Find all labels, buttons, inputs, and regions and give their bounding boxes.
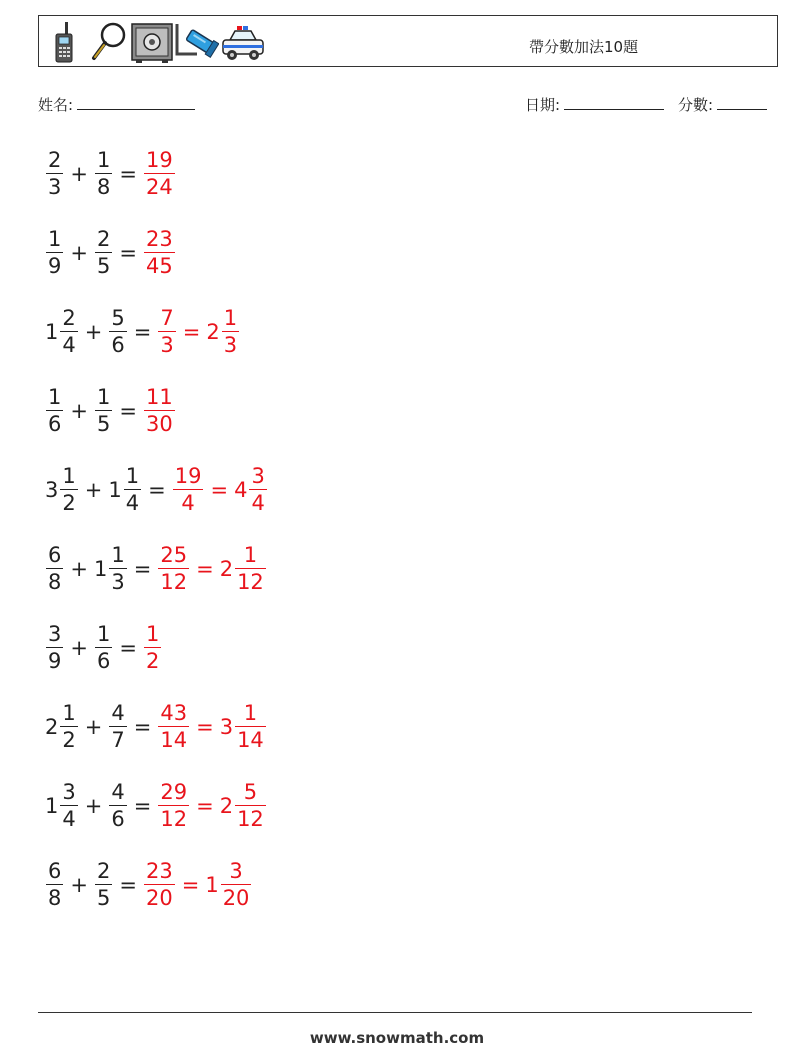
addend-b-fraction (124, 466, 141, 514)
equals-sign: = (119, 399, 137, 423)
answer-improper-numerator: 1 (145, 622, 160, 646)
addend-a-whole: 3 (45, 478, 59, 502)
plus-sign: + (70, 399, 88, 423)
equals-sign: = (196, 557, 214, 581)
addend-b-fraction (95, 624, 112, 672)
addend-b-denominator: 5 (96, 886, 111, 910)
addend-b-numerator: 1 (125, 464, 140, 488)
plus-sign: + (70, 557, 88, 581)
answer-improper-fraction (158, 782, 189, 830)
equals-sign: = (196, 715, 214, 739)
answer-mixed-whole: 4 (234, 478, 248, 502)
addend-a-numerator: 6 (48, 543, 62, 567)
answer-improper-numerator: 19 (145, 148, 173, 172)
addend-a-whole: 2 (45, 715, 59, 739)
answer-improper-fraction (158, 703, 189, 751)
answer-mixed-whole: 2 (219, 557, 234, 581)
answer-improper-numerator: 23 (145, 227, 173, 251)
addend-b-fraction (109, 782, 126, 830)
answer-mixed-fraction (235, 703, 266, 751)
answer (143, 387, 176, 435)
answer (143, 624, 162, 672)
answer (143, 150, 176, 198)
score-blank[interactable] (717, 95, 767, 110)
addend-b-fraction (95, 229, 112, 277)
answer-mixed-numerator: 1 (243, 701, 258, 725)
answer-improper-fraction (144, 387, 175, 435)
addend-a-fraction (46, 229, 63, 277)
addend-a-fraction (46, 545, 63, 593)
answer (143, 229, 176, 277)
problem-row (45, 854, 252, 916)
answer-improper-denominator: 20 (145, 886, 173, 910)
addend-b-fraction (109, 308, 126, 356)
score-label: 分數: (678, 96, 714, 114)
answer-mixed-denominator: 12 (237, 570, 264, 594)
addend-b-numerator: 2 (96, 227, 111, 251)
addend-b-denominator: 8 (96, 175, 111, 199)
answer-improper-numerator: 29 (160, 780, 188, 804)
answer-improper-denominator: 3 (160, 333, 174, 357)
answer-improper-denominator: 2 (145, 649, 160, 673)
problem-row (45, 617, 162, 679)
addend-a-numerator: 3 (48, 622, 62, 646)
addend-a-numerator: 1 (48, 385, 62, 409)
answer-mixed-denominator: 3 (223, 333, 238, 357)
addend-b-denominator: 7 (111, 728, 125, 752)
answer-mixed-fraction (235, 782, 266, 830)
addend-b-numerator: 4 (111, 780, 125, 804)
addend-a-denominator: 9 (48, 649, 62, 673)
equals-sign: = (133, 557, 152, 581)
answer-improper-denominator: 4 (181, 491, 195, 515)
answer-mixed-denominator: 12 (237, 807, 264, 831)
addend-a-denominator: 8 (48, 886, 62, 910)
footer-website: www.snowmath.com (309, 1029, 485, 1047)
answer-improper-numerator: 25 (160, 543, 188, 567)
addend-a-numerator: 1 (62, 464, 76, 488)
answer-mixed-whole: 1 (205, 873, 219, 897)
plus-sign: + (70, 162, 88, 186)
answer-improper-numerator: 7 (160, 306, 174, 330)
problem-row (45, 775, 267, 837)
answer-improper-numerator: 11 (145, 385, 173, 409)
addend-a-whole: 1 (45, 320, 59, 344)
answer-improper-fraction (144, 150, 175, 198)
answer (157, 308, 240, 356)
problem-row (45, 301, 240, 363)
addend-b-denominator: 5 (96, 254, 111, 278)
addend-b-fraction (109, 545, 126, 593)
answer-mixed-numerator: 3 (229, 859, 243, 883)
addend-a-fraction (60, 782, 77, 830)
addend-b-fraction (95, 150, 112, 198)
addend-b-denominator: 4 (125, 491, 140, 515)
answer-mixed-numerator: 5 (243, 780, 258, 804)
addend-b-whole: 1 (108, 478, 122, 502)
answer-mixed-numerator: 1 (243, 543, 258, 567)
equals-sign: = (119, 241, 137, 265)
addend-a-fraction (46, 861, 63, 909)
answer-improper-denominator: 12 (160, 807, 188, 831)
addend-a-numerator: 3 (62, 780, 76, 804)
addend-b-numerator: 1 (96, 148, 111, 172)
equals-sign: = (182, 320, 201, 344)
addend-b-numerator: 2 (96, 859, 111, 883)
answer (172, 466, 268, 514)
footer-divider (38, 1012, 752, 1013)
addend-a-numerator: 2 (48, 148, 62, 172)
equals-sign: = (133, 715, 152, 739)
problem-row (45, 143, 176, 205)
answer-mixed-fraction (235, 545, 266, 593)
name-field (38, 94, 195, 115)
answer-improper-denominator: 12 (160, 570, 188, 594)
equals-sign: = (119, 162, 137, 186)
addend-b-fraction (95, 387, 112, 435)
flashlight-icon (175, 20, 219, 64)
answer-mixed-numerator: 3 (251, 464, 265, 488)
answer-improper-fraction (173, 466, 204, 514)
addend-a-fraction (46, 624, 63, 672)
plus-sign: + (70, 241, 88, 265)
name-blank[interactable] (77, 95, 195, 110)
addend-b-denominator: 6 (111, 807, 125, 831)
answer-improper-fraction (144, 624, 161, 672)
addend-b-numerator: 5 (111, 306, 125, 330)
answer-improper-denominator: 45 (145, 254, 173, 278)
answer-improper-fraction (158, 545, 189, 593)
addend-a-numerator: 2 (62, 306, 76, 330)
equals-sign: = (196, 794, 214, 818)
walkie-talkie-icon (53, 20, 75, 64)
plus-sign: + (84, 320, 103, 344)
addend-b-fraction (95, 861, 112, 909)
addend-a-fraction (46, 150, 63, 198)
addend-b-denominator: 6 (111, 333, 125, 357)
addend-a-denominator: 2 (62, 728, 76, 752)
answer (157, 703, 266, 751)
answer-mixed-denominator: 20 (222, 886, 250, 910)
answer-improper-denominator: 30 (145, 412, 173, 436)
equals-sign: = (119, 873, 137, 897)
answer (157, 782, 266, 830)
addend-a-fraction (46, 387, 63, 435)
worksheet-header (38, 15, 778, 67)
police-car-icon (221, 20, 265, 64)
answer-improper-numerator: 23 (145, 859, 173, 883)
answer-improper-denominator: 24 (145, 175, 173, 199)
addend-b-denominator: 3 (111, 570, 125, 594)
addend-a-denominator: 6 (48, 412, 62, 436)
sheet-title: 帶分數加法10題 (529, 38, 639, 56)
equals-sign: = (210, 478, 229, 502)
problem-row (45, 459, 268, 521)
plus-sign: + (84, 478, 103, 502)
plus-sign: + (84, 715, 103, 739)
answer-improper-fraction (158, 308, 175, 356)
equals-sign: = (119, 636, 137, 660)
date-field (525, 94, 664, 115)
addend-a-fraction (60, 466, 77, 514)
addend-b-fraction (109, 703, 126, 751)
answer-improper-fraction (144, 861, 175, 909)
addend-b-whole: 1 (93, 557, 108, 581)
problem-row (45, 222, 176, 284)
magnifier-icon (89, 20, 129, 64)
addend-b-denominator: 5 (96, 412, 111, 436)
score-field (678, 94, 767, 115)
addend-b-numerator: 1 (96, 385, 111, 409)
addend-a-fraction (60, 308, 77, 356)
addend-a-numerator: 6 (48, 859, 62, 883)
addend-a-denominator: 4 (62, 333, 76, 357)
answer-mixed-denominator: 14 (237, 728, 264, 752)
answer-mixed-whole: 3 (219, 715, 234, 739)
answer-mixed-fraction (222, 308, 239, 356)
problem-row (45, 380, 176, 442)
answer (157, 545, 266, 593)
plus-sign: + (84, 794, 103, 818)
plus-sign: + (70, 636, 88, 660)
answer-mixed-whole: 2 (206, 320, 220, 344)
problem-row (45, 696, 267, 758)
answer-mixed-fraction (221, 861, 252, 909)
answer-improper-numerator: 19 (174, 464, 202, 488)
addend-a-denominator: 9 (48, 254, 62, 278)
addend-b-numerator: 1 (111, 543, 125, 567)
answer (143, 861, 252, 909)
addend-a-whole: 1 (45, 794, 59, 818)
equals-sign: = (133, 320, 152, 344)
addend-a-numerator: 1 (62, 701, 76, 725)
answer-mixed-fraction (249, 466, 266, 514)
problem-row (45, 538, 267, 600)
answer-improper-numerator: 43 (160, 701, 188, 725)
addend-a-denominator: 8 (48, 570, 62, 594)
equals-sign: = (181, 873, 200, 897)
addend-b-denominator: 6 (96, 649, 111, 673)
date-blank[interactable] (564, 95, 664, 110)
safe-icon (131, 20, 173, 64)
header-icons (53, 20, 265, 64)
name-label: 姓名: (38, 96, 74, 114)
date-label: 日期: (525, 96, 561, 114)
addend-a-denominator: 3 (48, 175, 62, 199)
equals-sign: = (148, 478, 166, 502)
equals-sign: = (133, 794, 152, 818)
answer-improper-denominator: 14 (160, 728, 188, 752)
addend-a-numerator: 1 (48, 227, 62, 251)
answer-mixed-numerator: 1 (223, 306, 238, 330)
addend-b-numerator: 1 (96, 622, 111, 646)
answer-mixed-whole: 2 (219, 794, 234, 818)
addend-a-denominator: 2 (62, 491, 76, 515)
addend-b-numerator: 4 (111, 701, 125, 725)
addend-a-denominator: 4 (62, 807, 76, 831)
plus-sign: + (70, 873, 88, 897)
addend-a-fraction (60, 703, 77, 751)
answer-mixed-denominator: 4 (251, 491, 265, 515)
answer-improper-fraction (144, 229, 175, 277)
